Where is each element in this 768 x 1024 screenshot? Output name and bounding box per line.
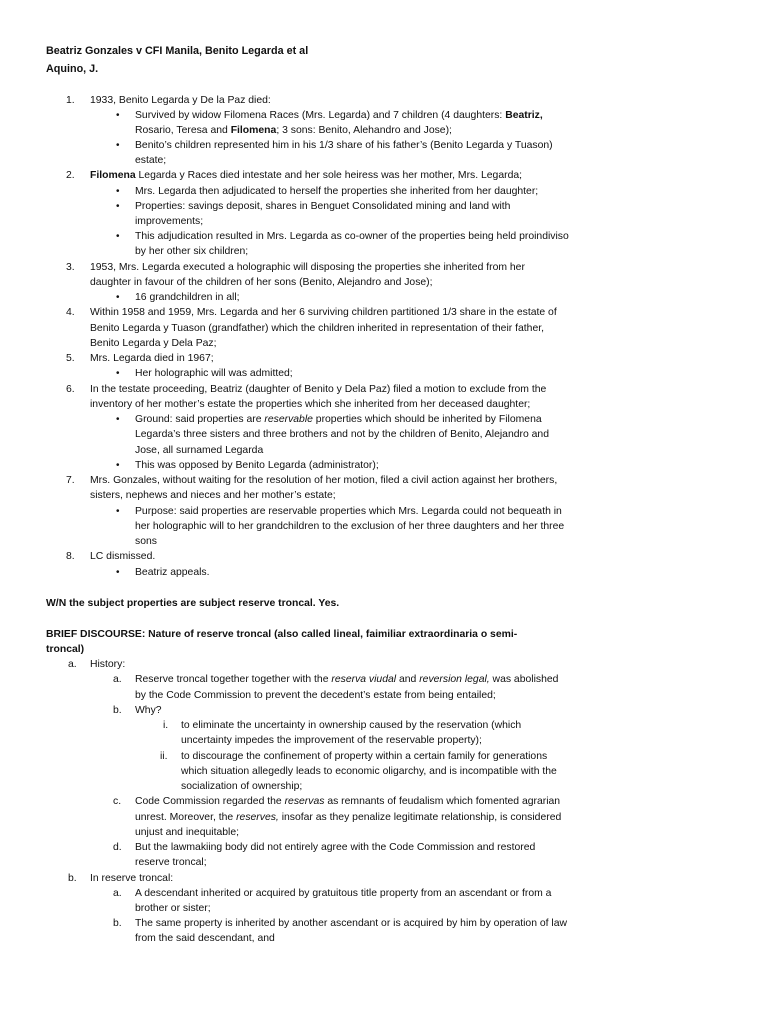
fact-2-bullet-1: Mrs. Legarda then adjudicated to herself the properties she inherited from her daughter; [135,186,539,197]
history-c-text-cont: unjust and inequitable; [135,827,239,838]
fact-4-text-cont: Benito Legarda y Tuason (grandfather) which the children inherited in representation of their father, [90,323,545,334]
fact-6-bullet-2: This was opposed by Benito Legarda (administrator); [135,460,379,471]
fact-8-number: 8. [66,551,75,562]
fact-7-text-cont: sisters, nephews and nieces and her mother’s estate; [90,490,336,501]
section-a-title: History: [90,659,126,670]
why-i-text: to eliminate the uncertainty in ownership caused by the reservation (which [181,720,522,731]
fact-2-bullet-3: This adjudication resulted in Mrs. Legarda as co-owner of the properties being held proindiviso [135,231,569,242]
fact-2-bullet-3-cont: by her other six children; [135,246,249,257]
fact-3-bullet-1: 16 grandchildren in all; [135,292,240,303]
why-i-label: i. [163,720,169,731]
fact-8-text: LC dismissed. [90,551,156,562]
history-d-text: But the lawmakiing body did not entirely agree with the Code Commission and restored [135,842,536,853]
bullet-icon: • [116,506,120,517]
fact-2-bullet-2: Properties: savings deposit, shares in Benguet Consolidated mining and land with [135,201,511,212]
fact-2-text: Filomena Legarda y Races died intestate and her sole heiress was her mother, Mrs. Legarda; [90,170,523,181]
case-title: Beatriz Gonzales v CFI Manila, Benito Legarda et al [46,45,309,57]
fact-3-text-cont: daughter in favour of the children of her sons (Benito, Alejandro and Jose); [90,277,433,288]
fact-2-number: 2. [66,170,75,181]
fact-3-text: 1953, Mrs. Legarda executed a holographic will disposing the properties she inherited from her [90,262,525,273]
bullet-icon: • [116,292,120,303]
troncal-b-label: b. [113,918,122,929]
fact-7-text: Mrs. Gonzales, without waiting for the resolution of her motion, filed a civil action against her brothers, [90,475,558,486]
section-a-label: a. [68,659,77,670]
fact-8-bullet-1: Beatriz appeals. [135,567,210,578]
troncal-a-text: A descendant inherited or acquired by gratuitous title property from an ascendant or from a [135,888,552,899]
history-c-text: Code Commission regarded the reservas as remnants of feudalism which fomented agrarian [135,796,561,807]
history-b-label: b. [113,705,122,716]
history-b-text: Why? [135,705,162,716]
fact-1-bullet-1: Survived by widow Filomena Races (Mrs. Legarda) and 7 children (4 daughters: Beatriz, [135,110,543,121]
fact-7-bullet-1: Purpose: said properties are reservable properties which Mrs. Legarda could not bequeath in [135,506,562,517]
fact-7-bullet-1-cont: sons [135,536,157,547]
bullet-icon: • [116,368,120,379]
fact-5-bullet-1: Her holographic will was admitted; [135,368,293,379]
fact-1-bullet-2-cont: estate; [135,155,167,166]
why-ii-label: ii. [160,751,168,762]
fact-6-bullet-1-cont: Jose, all surnamed Legarda [135,445,264,456]
history-a-text-cont: by the Code Commission to prevent the decedent’s estate from being entailed; [135,690,496,701]
bullet-icon: • [116,201,120,212]
discourse-heading: BRIEF DISCOURSE: Nature of reserve troncal (also called lineal, faimiliar extraordinaria o semi- [46,629,518,640]
troncal-a-text-cont: brother or sister; [135,903,211,914]
history-c-text-cont: unrest. Moreover, the reserves, insofar as they penalize legitimate relationship, is considered [135,812,562,823]
fact-4-text: Within 1958 and 1959, Mrs. Legarda and her 6 surviving children partitioned 1/3 share in the estate of [90,307,557,318]
issue-statement: W/N the subject properties are subject reserve troncal. Yes. [46,598,340,609]
fact-6-text: In the testate proceeding, Beatriz (daughter of Benito y Dela Paz) filed a motion to exclude from the [90,384,547,395]
fact-6-bullet-1-cont: Legarda’s three sisters and three brothers and not by the children of Benito, Alejandro and [135,429,549,440]
section-b-label: b. [68,873,77,884]
history-d-text-cont: reserve troncal; [135,857,207,868]
fact-4-text-cont: Benito Legarda y Dela Paz; [90,338,217,349]
fact-6-bullet-1: Ground: said properties are reservable properties which should be inherited by Filomena [135,414,542,425]
fact-5-number: 5. [66,353,75,364]
bullet-icon: • [116,567,120,578]
fact-5-text: Mrs. Legarda died in 1967; [90,353,214,364]
history-a-label: a. [113,674,122,685]
why-ii-text: to discourage the confinement of property within a certain family for generations [181,751,548,762]
bullet-icon: • [116,140,120,151]
bullet-icon: • [116,460,120,471]
fact-4-number: 4. [66,307,75,318]
history-c-label: c. [113,796,122,807]
fact-1-bullet-2: Benito’s children represented him in his 1/3 share of his father’s (Benito Legarda y Tuason) [135,140,553,151]
why-ii-text-cont: which situation allegedly leads to economic oligarchy, and is incompatible with the [181,766,557,777]
why-ii-text-cont: socialization of ownership; [181,781,303,792]
fact-2-bullet-2-cont: improvements; [135,216,204,227]
fact-1-bullet-1-cont: Rosario, Teresa and Filomena; 3 sons: Benito, Alehandro and Jose); [135,125,452,136]
bullet-icon: • [116,110,120,121]
history-a-text: Reserve troncal together together with the reserva viudal and reversion legal, was abolished [135,674,559,685]
fact-1-number: 1. [66,95,75,106]
section-b-title: In reserve troncal: [90,873,174,884]
troncal-b-text: The same property is inherited by another ascendant or is acquired by him by operation of law [135,918,568,929]
bullet-icon: • [116,231,120,242]
fact-3-number: 3. [66,262,75,273]
why-i-text-cont: uncertainty impedes the improvement of the reservable property); [181,735,482,746]
history-d-label: d. [113,842,122,853]
fact-1-text: 1933, Benito Legarda y De la Paz died: [90,95,271,106]
fact-7-bullet-1-cont: her holographic will to her grandchildren to the exclusion of her three daughters and her three [135,521,565,532]
troncal-a-label: a. [113,888,122,899]
troncal-b-text-cont: from the said descendant, and [135,933,275,944]
bullet-icon: • [116,186,120,197]
fact-6-number: 6. [66,384,75,395]
fact-7-number: 7. [66,475,75,486]
ponente: Aquino, J. [46,63,99,75]
fact-6-text-cont: inventory of her mother’s estate the properties which she inherited from her deceased daughter; [90,399,531,410]
bullet-icon: • [116,414,120,425]
discourse-heading-cont: troncal) [46,644,85,655]
